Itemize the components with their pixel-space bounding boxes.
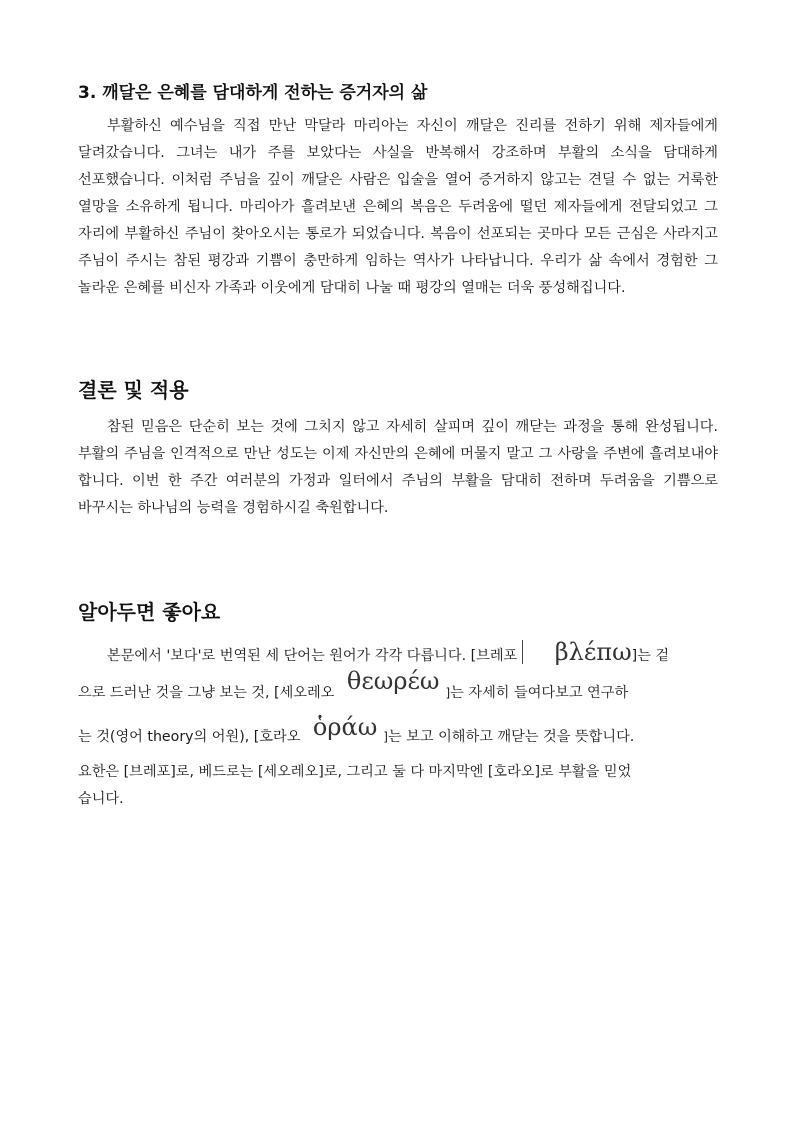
conclusion-heading: 결론 및 적용: [78, 378, 189, 402]
conclusion-body: 참된 믿음은 단순히 보는 것에 그치지 않고 자세히 살피며 깊이 깨닫는 과정을 통해 완성됩니다. 부활의 주님을 인격적으로 만난 성도는 이제 자신만의 은혜에 머물지 말고 그 사랑을 주변에 흘려보내야 합니다. 이번 한 주간 여러분의 가정과 일터에서 주님의 부활을 담대히 전하며 두려움을 기쁨으로 바꾸시는 하나님의 능력을 경험하시길 축원합니다.: [78, 419, 718, 516]
section3-body: 부활하신 예수님을 직접 만난 막달라 마리아는 자신이 깨달은 진리를 전하기 위해 제자들에게 달려갔습니다. 그녀는 내가 주를 보았다는 사실을 반복해서 강조하며 부활의 소식을 담대하게 선포했습니다. 이처럼 주님을 깊이 깨달은 사람은 입술을 열어 증거하지 않고는 견딜 수 없는 거룩한 열망을 소유하게 됩니다. 마리아가 흘려보낸 은혜의 복음은 두려움에 떨던 제자들에게 전달되었고 그 자리에 부활하신 주님이 찾아오시는 통로가 되었습니다. 복음이 선포되는 곳마다 모든 근심은 사라지고 주님이 주시는 참된 평강과 기쁨이 충만하게 임하는 역사가 나타납니다. 우리가 삶 속에서 경험한 그 놀라운 은혜를 비신자 가족과 이웃에게 담대히 나눌 때 평강의 열매는 더욱 풍성해집니다.: [78, 118, 718, 296]
note-line-5: 습니다.: [78, 791, 124, 807]
greek-word-blepo: βλέπω: [522, 640, 632, 664]
greek-word-horao: ὁράω: [312, 713, 378, 741]
note-line-1: 본문에서 '보다'로 번역된 세 단어는 원어가 각각 다릅니다. [브레포 βλέπω]는 겉: [107, 638, 670, 666]
note-line-3: 는 것(영어 theory의 어원), [호라오 ὁράω ]는 보고 이해하고 깨닫는 것을 뜻합니다.: [78, 713, 635, 745]
note-body: [78, 638, 718, 813]
greek-word-theoreo: θεωρέω: [346, 667, 440, 695]
note-line-4: 요한은 [브레포]로, 베드로는 [세오레오]로, 그리고 둘 다 마지막엔 [호라오]로 부활을 믿었: [78, 764, 632, 780]
section3-heading: 3. 깨달은 은혜를 담대하게 전하는 증거자의 삶: [78, 83, 428, 103]
note-heading: 알아두면 좋아요: [78, 600, 221, 624]
note-line-2: 으로 드러난 것을 그냥 보는 것, [세오레오 θεωρέω ]는 자세히 들여다보고 연구하: [78, 667, 629, 701]
